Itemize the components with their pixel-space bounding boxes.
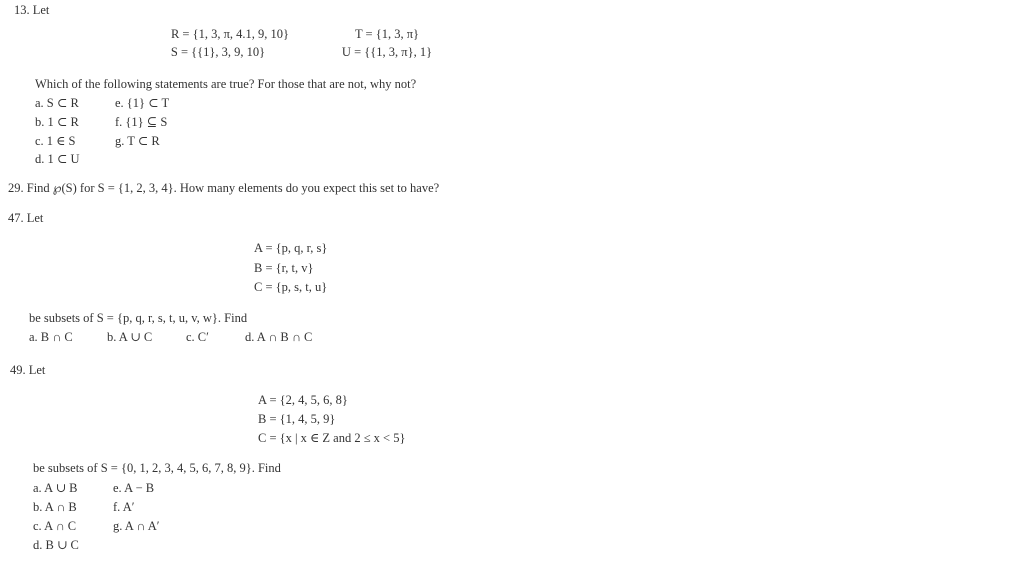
problem-47-item-c: c. C′ [186,330,209,344]
problem-49-item-e: e. A − B [113,481,155,495]
problem-47-subsets: be subsets of S = {p, q, r, s, t, u, v, w}. Find [29,311,248,325]
problem-49-item-f: f. A′ [113,500,135,514]
problem-13-prompt: Which of the following statements are true? For those that are not, why not? [35,77,417,91]
problem-49-item-d: d. B ∪ C [33,538,79,552]
problem-13-item-d: d. 1 ⊂ U [35,152,80,166]
problem-49-item-b: b. A ∩ B [33,500,77,514]
problem-13-item-e: e. {1} ⊂ T [115,96,170,110]
problem-49-item-c: c. A ∩ C [33,519,77,533]
problem-49-item-a: a. A ∪ B [33,481,78,495]
problem-49-set-c: C = {x | x ∈ Z and 2 ≤ x < 5} [258,431,406,445]
problem-47-set-a: A = {p, q, r, s} [254,241,328,255]
problem-47-set-c: C = {p, s, t, u} [254,280,328,294]
problem-47-heading: 47. Let [8,211,44,225]
problem-47-set-b: B = {r, t, v} [254,261,314,275]
problem-13-item-b: b. 1 ⊂ R [35,115,79,129]
problem-13-set-u: U = {{1, 3, π}, 1} [341,45,433,59]
problem-13-item-a: a. S ⊂ R [35,96,79,110]
problem-13-set-t: T = {1, 3, π} [354,27,420,41]
problem-13-item-c: c. 1 ∈ S [35,134,76,148]
problem-49-subsets: be subsets of S = {0, 1, 2, 3, 4, 5, 6, 7, 8, 9}. Find [33,461,281,475]
problem-47-item-a: a. B ∩ C [29,330,73,344]
problem-49-heading: 49. Let [10,363,46,377]
problem-13-set-s: S = {{1}, 3, 9, 10} [170,45,266,59]
problem-49-set-a: A = {2, 4, 5, 6, 8} [258,393,348,407]
problem-49-set-b: B = {1, 4, 5, 9} [258,412,336,426]
problem-47-item-b: b. A ∪ C [107,330,153,344]
problem-29-text: 29. Find ℘(S) for S = {1, 2, 3, 4}. How many elements do you expect this set to have? [8,181,440,195]
problem-13-heading: 13. Let [14,3,50,17]
problem-47-item-d: d. A ∩ B ∩ C [245,330,313,344]
problem-49-item-g: g. A ∩ A′ [113,519,160,533]
problem-13-set-r: R = {1, 3, π, 4.1, 9, 10} [170,27,290,41]
problem-13-item-f: f. {1} ⊆ S [115,115,168,129]
problem-13-item-g: g. T ⊂ R [115,134,160,148]
